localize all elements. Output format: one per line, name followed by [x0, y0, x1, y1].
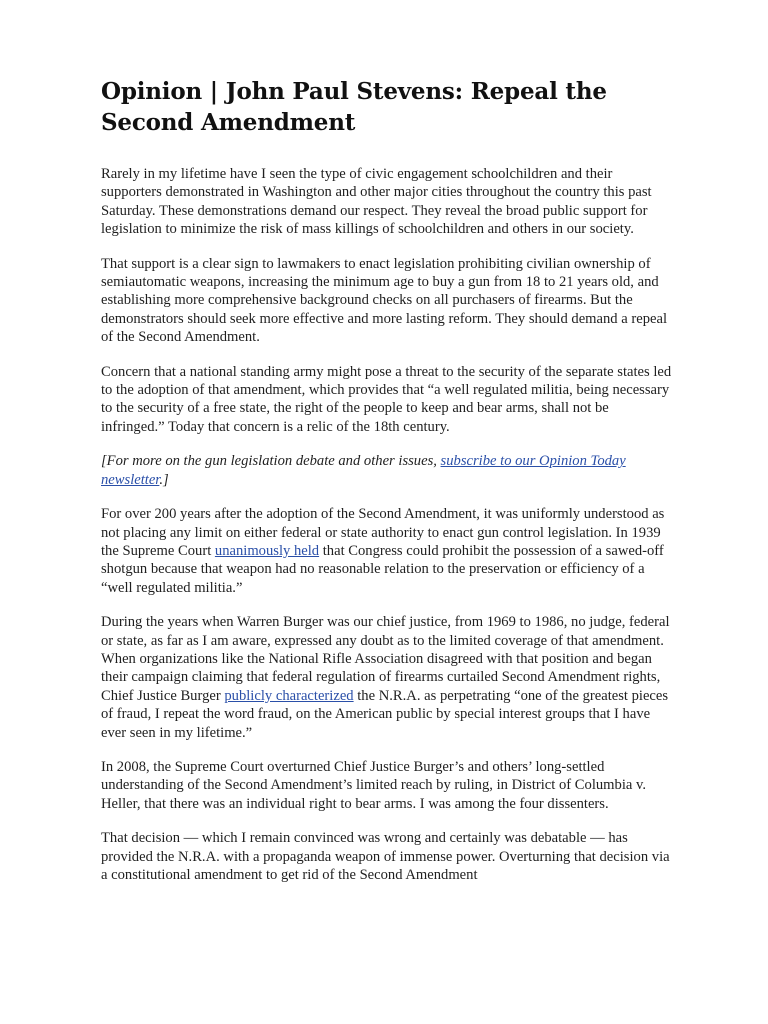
paragraph-6: In 2008, the Supreme Court overturned Chief Justice Burger’s and others’ long-settled understanding of the Second Amendment’s limited reach by ruling, in District of Columbia v. Heller, that there was an individual right to bear arms. I was among the four dissenters.	[101, 758, 647, 812]
paragraph-4-text-b: that Congress could prohibit the possession of a sawed-off shotgun because that weapon had no reasonable relation to the preservation or efficiency of a “well regulated militia.”	[101, 542, 664, 596]
unanimously-held-link[interactable]: unanimously held	[214, 542, 320, 559]
paragraph-4	[101, 505, 673, 597]
paragraph-7: That decision — which I remain convinced was wrong and certainly was debatable — has provided the N.R.A. with a propaganda weapon of immense power. Overturning that decision via a constitutional amendment to get rid of the Second Amendment	[101, 830, 670, 883]
paragraph-5-text-a: During the years when Warren Burger was our chief justice, from 1969 to 1986, no judge, federal or state, as far as I am aware, expressed any doubt as to the limited coverage of that amendment. When organizations like the National Rifle Association disagreed with that position and began their campaign claiming that federal regulation of firearms curtailed Second Amendment rights, Chief Justice Burger	[101, 614, 670, 704]
paragraph-3: Concern that a national standing army might pose a threat to the security of the separate states led to the adoption of that amendment, which provides that “a well regulated militia, being necessary to the security of a free state, the right of the people to keep and bear arms, shall not be infringed.” Today that concern is a relic of the 18th century.	[101, 363, 672, 435]
article-title: Opinion | John Paul Stevens: Repeal the Second Amendment	[101, 78, 607, 136]
newsletter-note	[101, 452, 673, 489]
paragraph-1: Rarely in my lifetime have I seen the type of civic engagement schoolchildren and their supporters demonstrated in Washington and other major cities throughout the country this past Saturday. These demonstrations demand our respect. They reveal the broad public support for legislation to minimize the risk of mass killings of schoolchildren and others in our society.	[101, 166, 652, 238]
publicly-characterized-link[interactable]: publicly characterized	[224, 687, 354, 704]
paragraph-5-text-b: the N.R.A. as perpetrating “one of the greatest pieces of fraud, I repeat the word fraud, on the American public by special interest groups that I have ever seen in my lifetime.”	[101, 687, 669, 741]
paragraph-5	[101, 613, 673, 742]
newsletter-note-prefix: [For more on the gun legislation debate and other issues,	[101, 453, 441, 470]
subscribe-newsletter-link[interactable]: subscribe to our Opinion Today newsletter	[101, 453, 626, 488]
newsletter-note-suffix: .]	[159, 471, 169, 488]
article	[101, 76, 673, 900]
paragraph-2: That support is a clear sign to lawmakers to enact legislation prohibiting civilian ownership of semiautomatic weapons, increasing the minimum age to buy a gun from 18 to 21 years old, and establishing more comprehensive background checks on all purchasers of firearms. But the demonstrators should seek more effective and more lasting reform. They should demand a repeal of the Second Amendment.	[101, 255, 668, 346]
paragraph-4-text-a: For over 200 years after the adoption of the Second Amendment, it was uniformly understood as not placing any limit on either federal or state authority to enact gun control legislation. In 1939 the Supreme Court	[101, 506, 665, 559]
